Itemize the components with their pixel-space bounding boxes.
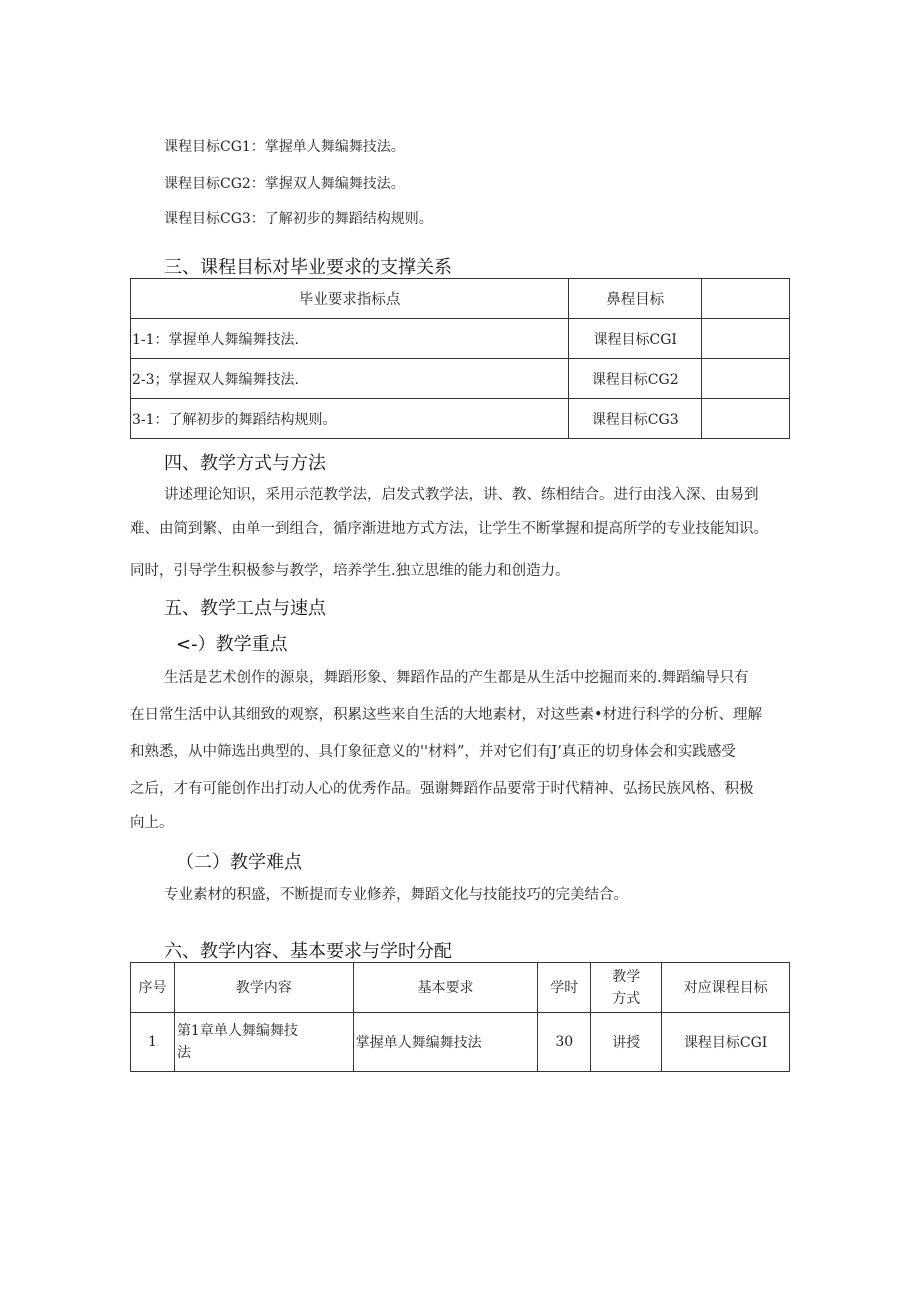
requirement-cell: 掌握单人舞编舞技法 [353,1013,538,1072]
content-table [130,962,790,1072]
table-row [131,359,790,399]
content-line-2: 法 [176,1045,191,1061]
section3-title: 三、课程目标对毕业要求的支撑关系 [164,257,452,278]
table-header-row [131,963,790,1013]
hours-cell: 30 [538,1013,591,1072]
header-empty [702,279,790,319]
course-goal-cell: 课程目标CG3 [569,399,702,439]
content-line-1: 第1章单人舞编舞技 [176,1023,298,1039]
section6-title: 六、教学内容、基本要求与学时分配 [164,941,452,962]
section4-line-1: 讲述理论知识，采用示范教学法，启发式教学法，讲、教、练相结合。进行由浅入深、由易到 [164,487,759,503]
section4-line-2: 难、由简到繁、由单一到组合，循序渐进地方式方法，让学生不断掌握和提高所学的专业技能知识。 [130,521,768,537]
grad-point-cell: 2-3；掌握双人舞编舞技法. [131,359,569,399]
header-goal: 对应课程目标 [662,963,790,1013]
goal-cell: 课程目标CGI [662,1013,790,1072]
header-requirement: 基本要求 [353,963,538,1013]
grad-point-cell: 1-1：掌握单人舞编舞技法. [131,319,569,359]
table-row [131,1013,790,1072]
header-seq: 序号 [131,963,175,1013]
header-method-line-2: 方式 [612,990,641,1007]
grad-point-cell: 3-1：了解初步的舞蹈结构规则。 [131,399,569,439]
header-course-goal: 鼻程目标 [569,279,702,319]
header-method [591,963,662,1013]
seq-cell: 1 [131,1013,175,1072]
course-goal-cell: 课程目标CG2 [569,359,702,399]
sub1-line-5: 向上。 [130,815,174,831]
method-cell: 讲授 [591,1013,662,1072]
table-header-row [131,279,790,319]
section5-sub2-title: （二）教学难点 [176,852,302,873]
section5-sub1-title: <-）教学重点 [176,634,288,655]
empty-cell [702,319,790,359]
section4-title: 四、教学方式与方法 [164,453,326,474]
sub1-line-3: 和熟悉，从中筛选出典型的、具仃象征意义的''材料”，并对它们有J’真正的切身体会和实践感受 [130,744,736,760]
header-grad-point: 毕业要求指标点 [131,279,569,319]
empty-cell [702,359,790,399]
empty-cell [702,399,790,439]
goal-cg1: 课程目标CG1：掌握单人舞编舞技法。 [164,139,405,155]
goal-cg2: 课程目标CG2：掌握双人舞编舞技法。 [164,176,405,192]
section4-line-3: 同时，引导学生积极参与教学，培养学生.独立思维的能力和创造力。 [130,563,570,579]
sub1-line-1: 生活是艺术创作的源泉，舞蹈形象、舞蹈作品的产生都是从生活中挖掘而来的.舞蹈编导只有 [164,670,749,686]
section5-title: 五、教学工点与速点 [164,598,326,619]
table-row [131,399,790,439]
header-content: 教学内容 [174,963,353,1013]
table-row [131,319,790,359]
sub1-line-4: 之后，才有可能创作出打动人心的优秀作品。强谢舞蹈作品要常于时代精神、弘扬民族风格、积极 [130,781,754,797]
support-table [130,278,790,439]
header-hours: 学时 [538,963,591,1013]
goal-cg3: 课程目标CG3：了解初步的舞蹈结构规则。 [164,211,433,227]
sub1-line-2: 在日常生活中认其细致的观察，积累这些来自生活的大地素材，对这些素•材进行科学的分析、理解 [130,707,763,723]
course-goal-cell: 课程目标CGI [569,319,702,359]
sub2-text: 专业素材的积盛，不断提而专业修养，舞蹈文化与技能技巧的完美结合。 [164,887,628,903]
content-cell [174,1013,353,1072]
header-method-line-1: 教学 [612,968,641,985]
